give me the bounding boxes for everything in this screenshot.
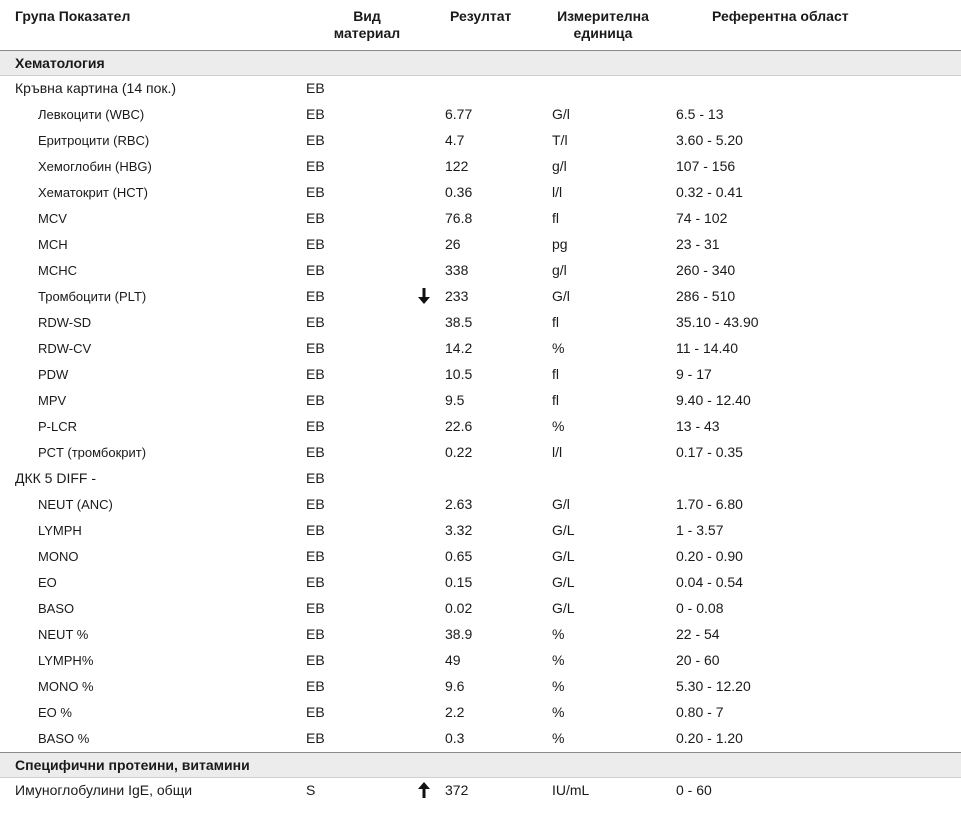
table-row bbox=[0, 362, 961, 388]
unit-cell: fl bbox=[552, 392, 559, 408]
table-row bbox=[0, 674, 961, 700]
reference-cell: 3.60 - 5.20 bbox=[676, 132, 743, 148]
table-row bbox=[0, 154, 961, 180]
indicator-name: PCT (тромбокрит) bbox=[38, 445, 147, 460]
unit-cell: G/L bbox=[552, 574, 575, 590]
header-unit-line1: Измерителна bbox=[557, 8, 649, 24]
reference-cell: 0 - 0.08 bbox=[676, 600, 724, 616]
indicator-name: RDW-CV bbox=[38, 341, 92, 356]
material-cell: ЕВ bbox=[306, 80, 325, 96]
material-cell: ЕВ bbox=[306, 236, 325, 252]
indicator-name: MONO bbox=[38, 549, 79, 564]
reference-cell: 9 - 17 bbox=[676, 366, 712, 382]
unit-cell: % bbox=[552, 340, 565, 356]
material-cell: ЕВ bbox=[306, 158, 325, 174]
unit-cell: G/L bbox=[552, 548, 575, 564]
indicator-name: Кръвна картина (14 пок.) bbox=[15, 80, 177, 96]
table-row bbox=[0, 440, 961, 466]
unit-cell: G/l bbox=[552, 106, 570, 122]
indicator-name: EO bbox=[38, 575, 57, 590]
unit-cell: % bbox=[552, 678, 565, 694]
table-row bbox=[0, 232, 961, 258]
reference-cell: 0.17 - 0.35 bbox=[676, 444, 743, 460]
table-header bbox=[0, 0, 961, 50]
unit-cell: G/L bbox=[552, 522, 575, 538]
reference-cell: 74 - 102 bbox=[676, 210, 728, 226]
indicator-name: PDW bbox=[38, 367, 69, 382]
reference-cell: 20 - 60 bbox=[676, 652, 720, 668]
result-cell: 2.2 bbox=[445, 704, 465, 720]
material-cell: ЕВ bbox=[306, 678, 325, 694]
reference-cell: 0.20 - 1.20 bbox=[676, 730, 743, 746]
material-cell: ЕВ bbox=[306, 548, 325, 564]
indicator-name: P-LCR bbox=[38, 419, 78, 434]
material-cell: ЕВ bbox=[306, 574, 325, 590]
result-cell: 76.8 bbox=[445, 210, 473, 226]
indicator-name: MONO % bbox=[38, 679, 94, 694]
group-row bbox=[0, 778, 961, 804]
result-cell: 0.36 bbox=[445, 184, 473, 200]
table-row bbox=[0, 518, 961, 544]
header-group-indicator: Група Показател bbox=[15, 8, 131, 24]
reference-cell: 13 - 43 bbox=[676, 418, 720, 434]
indicator-name: Левкоцити (WBC) bbox=[38, 107, 145, 122]
indicator-name: MPV bbox=[38, 393, 67, 408]
material-cell: ЕВ bbox=[306, 444, 325, 460]
header-reference: Референтна област bbox=[712, 8, 849, 24]
material-cell: S bbox=[306, 782, 316, 798]
result-cell: 2.63 bbox=[445, 496, 473, 512]
result-cell: 49 bbox=[445, 652, 461, 668]
reference-cell: 1 - 3.57 bbox=[676, 522, 724, 538]
arrow-up-icon bbox=[418, 781, 432, 799]
header-result: Резултат bbox=[450, 8, 512, 24]
results-table bbox=[0, 50, 961, 804]
group-row bbox=[0, 76, 961, 102]
result-cell: 6.77 bbox=[445, 106, 473, 122]
table-row bbox=[0, 180, 961, 206]
header-material-line2: материал bbox=[333, 25, 401, 41]
reference-cell: 5.30 - 12.20 bbox=[676, 678, 751, 694]
group-row bbox=[0, 466, 961, 492]
reference-cell: 107 - 156 bbox=[676, 158, 736, 174]
section-row bbox=[0, 50, 961, 76]
indicator-name: Еритроцити (RBC) bbox=[38, 133, 150, 148]
unit-cell: % bbox=[552, 704, 565, 720]
result-cell: 14.2 bbox=[445, 340, 473, 356]
table-row bbox=[0, 414, 961, 440]
indicator-name: Хематокрит (HCT) bbox=[38, 185, 148, 200]
reference-cell: 6.5 - 13 bbox=[676, 106, 724, 122]
unit-cell: G/L bbox=[552, 600, 575, 616]
material-cell: ЕВ bbox=[306, 704, 325, 720]
unit-cell: % bbox=[552, 652, 565, 668]
reference-cell: 23 - 31 bbox=[676, 236, 720, 252]
unit-cell: fl bbox=[552, 314, 559, 330]
indicator-name: Имуноглобулини IgE, общи bbox=[15, 782, 193, 798]
reference-cell: 11 - 14.40 bbox=[676, 340, 739, 356]
header-material bbox=[322, 8, 412, 42]
unit-cell: G/l bbox=[552, 496, 570, 512]
header-unit-line2: единица bbox=[573, 25, 633, 41]
unit-cell: fl bbox=[552, 210, 559, 226]
material-cell: ЕВ bbox=[306, 600, 325, 616]
material-cell: ЕВ bbox=[306, 496, 325, 512]
material-cell: ЕВ bbox=[306, 184, 325, 200]
section-row bbox=[0, 752, 961, 778]
indicator-name: Тромбоцити (PLT) bbox=[38, 289, 147, 304]
result-cell: 9.6 bbox=[445, 678, 465, 694]
table-row bbox=[0, 622, 961, 648]
indicator-name: BASO % bbox=[38, 731, 90, 746]
result-cell: 22.6 bbox=[445, 418, 473, 434]
reference-cell: 0.32 - 0.41 bbox=[676, 184, 743, 200]
material-cell: ЕВ bbox=[306, 470, 325, 486]
table-row bbox=[0, 492, 961, 518]
material-cell: ЕВ bbox=[306, 652, 325, 668]
result-cell: 10.5 bbox=[445, 366, 473, 382]
result-cell: 9.5 bbox=[445, 392, 465, 408]
result-cell: 372 bbox=[445, 782, 469, 798]
material-cell: ЕВ bbox=[306, 132, 325, 148]
reference-cell: 286 - 510 bbox=[676, 288, 736, 304]
unit-cell: % bbox=[552, 418, 565, 434]
material-cell: ЕВ bbox=[306, 314, 325, 330]
table-row bbox=[0, 128, 961, 154]
header-material-line1: Вид bbox=[353, 8, 381, 24]
reference-cell: 35.10 - 43.90 bbox=[676, 314, 759, 330]
result-cell: 0.65 bbox=[445, 548, 473, 564]
table-row bbox=[0, 284, 961, 310]
unit-cell: T/l bbox=[552, 132, 568, 148]
table-row bbox=[0, 102, 961, 128]
indicator-name: BASO bbox=[38, 601, 75, 616]
material-cell: ЕВ bbox=[306, 626, 325, 642]
unit-cell: IU/mL bbox=[552, 782, 590, 798]
table-row bbox=[0, 310, 961, 336]
unit-cell: pg bbox=[552, 236, 568, 252]
result-cell: 38.9 bbox=[445, 626, 473, 642]
material-cell: ЕВ bbox=[306, 340, 325, 356]
indicator-name: EO % bbox=[38, 705, 72, 720]
unit-cell: fl bbox=[552, 366, 559, 382]
result-cell: 0.22 bbox=[445, 444, 473, 460]
result-cell: 338 bbox=[445, 262, 469, 278]
unit-cell: g/l bbox=[552, 262, 567, 278]
indicator-name: RDW-SD bbox=[38, 315, 92, 330]
result-cell: 0.02 bbox=[445, 600, 473, 616]
indicator-name: ДКК 5 DIFF - bbox=[15, 470, 97, 486]
result-cell: 122 bbox=[445, 158, 469, 174]
table-row bbox=[0, 336, 961, 362]
reference-cell: 0.20 - 0.90 bbox=[676, 548, 743, 564]
material-cell: ЕВ bbox=[306, 288, 325, 304]
indicator-name: LYMPH% bbox=[38, 653, 94, 668]
result-cell: 26 bbox=[445, 236, 461, 252]
reference-cell: 9.40 - 12.40 bbox=[676, 392, 751, 408]
result-cell: 0.3 bbox=[445, 730, 465, 746]
table-row bbox=[0, 700, 961, 726]
table-row bbox=[0, 388, 961, 414]
reference-cell: 1.70 - 6.80 bbox=[676, 496, 743, 512]
reference-cell: 22 - 54 bbox=[676, 626, 720, 642]
table-row bbox=[0, 648, 961, 674]
reference-cell: 260 - 340 bbox=[676, 262, 736, 278]
unit-cell: g/l bbox=[552, 158, 567, 174]
header-unit bbox=[538, 8, 668, 42]
table-row bbox=[0, 206, 961, 232]
result-cell: 0.15 bbox=[445, 574, 473, 590]
table-row bbox=[0, 544, 961, 570]
arrow-down-icon bbox=[418, 287, 432, 305]
indicator-name: NEUT % bbox=[38, 627, 89, 642]
table-row bbox=[0, 258, 961, 284]
table-row bbox=[0, 726, 961, 752]
section-title: Специфични протеини, витамини bbox=[15, 757, 250, 773]
table-row bbox=[0, 596, 961, 622]
material-cell: ЕВ bbox=[306, 366, 325, 382]
unit-cell: G/l bbox=[552, 288, 570, 304]
indicator-name: Хемоглобин (HBG) bbox=[38, 159, 152, 174]
indicator-name: NEUT (ANC) bbox=[38, 497, 113, 512]
indicator-name: MCV bbox=[38, 211, 67, 226]
material-cell: ЕВ bbox=[306, 392, 325, 408]
section-title: Хематология bbox=[15, 55, 105, 71]
unit-cell: l/l bbox=[552, 184, 563, 200]
unit-cell: % bbox=[552, 626, 565, 642]
material-cell: ЕВ bbox=[306, 106, 325, 122]
material-cell: ЕВ bbox=[306, 730, 325, 746]
indicator-name: MCH bbox=[38, 237, 68, 252]
result-cell: 4.7 bbox=[445, 132, 465, 148]
material-cell: ЕВ bbox=[306, 418, 325, 434]
reference-cell: 0.04 - 0.54 bbox=[676, 574, 743, 590]
reference-cell: 0 - 60 bbox=[676, 782, 712, 798]
material-cell: ЕВ bbox=[306, 262, 325, 278]
result-cell: 233 bbox=[445, 288, 469, 304]
result-cell: 38.5 bbox=[445, 314, 473, 330]
material-cell: ЕВ bbox=[306, 522, 325, 538]
indicator-name: LYMPH bbox=[38, 523, 82, 538]
material-cell: ЕВ bbox=[306, 210, 325, 226]
reference-cell: 0.80 - 7 bbox=[676, 704, 724, 720]
table-row bbox=[0, 570, 961, 596]
indicator-name: MCHC bbox=[38, 263, 77, 278]
result-cell: 3.32 bbox=[445, 522, 473, 538]
unit-cell: % bbox=[552, 730, 565, 746]
unit-cell: l/l bbox=[552, 444, 563, 460]
